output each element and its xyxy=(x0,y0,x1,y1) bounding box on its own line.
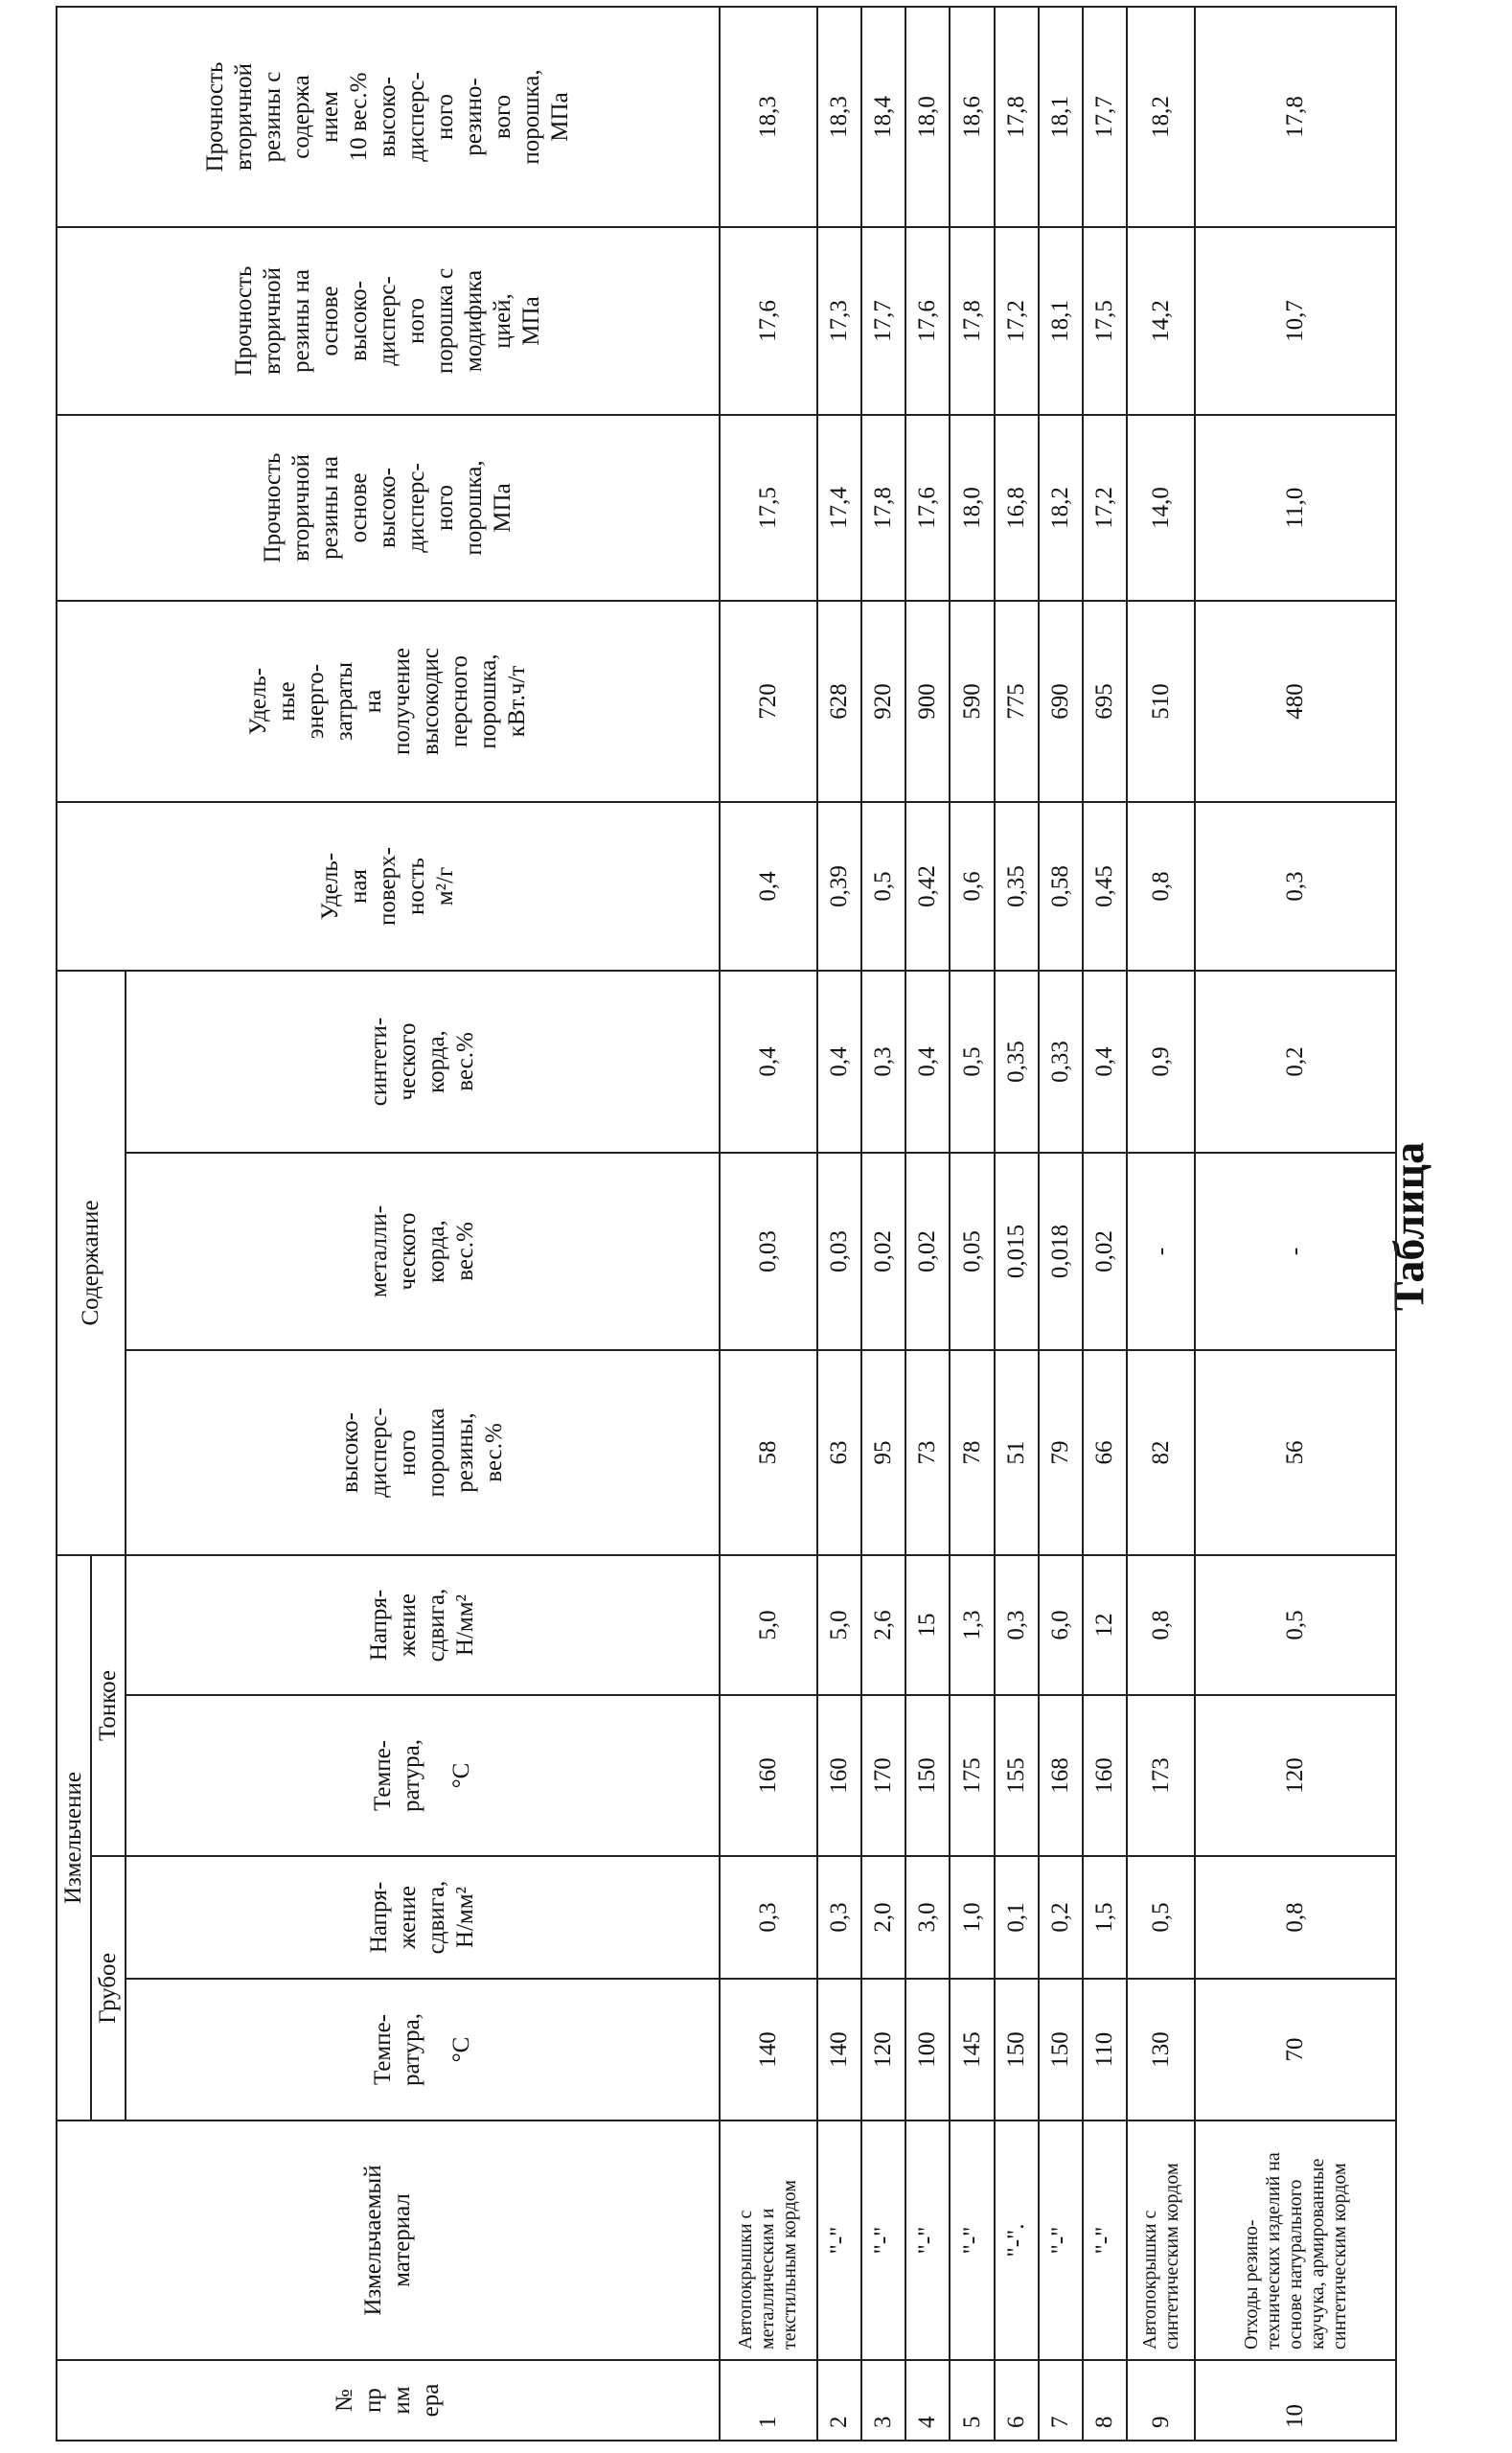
cell-strength-2: 17,5 xyxy=(1083,227,1127,415)
cell-strength-1: 17,4 xyxy=(817,415,861,601)
cell-synth-cord: 0,4 xyxy=(817,971,861,1153)
cell-fine-temp: 120 xyxy=(1195,1695,1396,1856)
cell-fine-temp: 168 xyxy=(1039,1695,1083,1856)
cell-energy: 628 xyxy=(817,601,861,802)
cell-strength-2: 18,1 xyxy=(1039,227,1083,415)
cell-synth-cord: 0,5 xyxy=(950,971,994,1153)
cell-fine-temp: 170 xyxy=(861,1695,905,1856)
cell-synth-cord: 0,3 xyxy=(861,971,905,1153)
table-row xyxy=(950,7,994,2441)
cell-fine-temp: 160 xyxy=(720,1695,817,1856)
cell-energy: 920 xyxy=(861,601,905,802)
cell-energy: 775 xyxy=(995,601,1039,802)
cell-metal-cord: 0,018 xyxy=(1039,1153,1083,1350)
cell-coarse-stress: 3,0 xyxy=(905,1856,950,1979)
header-row-1 xyxy=(57,7,91,2441)
cell-fine-stress: 1,3 xyxy=(950,1555,994,1695)
cell-powder: 66 xyxy=(1083,1350,1127,1555)
cell-coarse-temp: 150 xyxy=(1039,1979,1083,2121)
cell-material: "-". xyxy=(995,2121,1039,2360)
table-title: Таблица xyxy=(1384,1141,1433,1312)
cell-coarse-stress: 0,2 xyxy=(1039,1856,1083,1979)
cell-synth-cord: 0,33 xyxy=(1039,971,1083,1153)
table-row xyxy=(1039,7,1083,2441)
cell-synth-cord: 0,4 xyxy=(720,971,817,1153)
cell-energy: 510 xyxy=(1127,601,1195,802)
cell-coarse-stress: 1,0 xyxy=(950,1856,994,1979)
cell-strength-2: 10,7 xyxy=(1195,227,1396,415)
cell-num: 10 xyxy=(1195,2360,1396,2441)
cell-energy: 690 xyxy=(1039,601,1083,802)
cell-fine-temp: 160 xyxy=(817,1695,861,1856)
cell-surface: 0,35 xyxy=(995,802,1039,971)
cell-surface: 0,42 xyxy=(905,802,950,971)
cell-energy: 480 xyxy=(1195,601,1396,802)
cell-strength-2: 17,6 xyxy=(905,227,950,415)
cell-strength-1: 17,8 xyxy=(861,415,905,601)
cell-surface: 0,5 xyxy=(861,802,905,971)
cell-fine-stress: 2,6 xyxy=(861,1555,905,1695)
cell-energy: 695 xyxy=(1083,601,1127,802)
header-coarse: Грубое xyxy=(91,1856,126,2121)
cell-powder: 56 xyxy=(1195,1350,1396,1555)
cell-strength-1: 17,6 xyxy=(905,415,950,601)
cell-surface: 0,45 xyxy=(1083,802,1127,971)
cell-coarse-temp: 140 xyxy=(720,1979,817,2121)
header-energy: Удель- ные энерго- затраты на получение высокодис персного порошка, кВт.ч/т xyxy=(57,601,720,802)
header-strength-3: Прочность вторичной резины с содержа нием 10 вес.% высоко- дисперс- ного резино- вого порошка, МПа xyxy=(57,7,720,227)
cell-powder: 63 xyxy=(817,1350,861,1555)
cell-fine-stress: 0,8 xyxy=(1127,1555,1195,1695)
cell-synth-cord: 0,4 xyxy=(1083,971,1127,1153)
cell-metal-cord: 0,03 xyxy=(720,1153,817,1350)
cell-surface: 0,6 xyxy=(950,802,994,971)
cell-fine-stress: 15 xyxy=(905,1555,950,1695)
cell-surface: 0,58 xyxy=(1039,802,1083,971)
cell-powder: 58 xyxy=(720,1350,817,1555)
cell-powder: 79 xyxy=(1039,1350,1083,1555)
header-powder: высоко- дисперс- ного порошка резины, вес.% xyxy=(126,1350,720,1555)
cell-strength-2: 14,2 xyxy=(1127,227,1195,415)
cell-synth-cord: 0,4 xyxy=(905,971,950,1153)
cell-material: "-" xyxy=(861,2121,905,2360)
cell-material: "-" xyxy=(950,2121,994,2360)
cell-material: Отходы резино-технических изделий на основе натурального каучука, армированные синтетическим кордом xyxy=(1195,2121,1396,2360)
cell-strength-2: 17,6 xyxy=(720,227,817,415)
cell-material: Автопокрышки с металлическим и текстильным кордом xyxy=(720,2121,817,2360)
cell-strength-1: 17,2 xyxy=(1083,415,1127,601)
header-coarse-temp: Темпе- ратура, °С xyxy=(126,1979,720,2121)
cell-strength-3: 18,0 xyxy=(905,7,950,227)
cell-fine-stress: 0,5 xyxy=(1195,1555,1396,1695)
cell-metal-cord: 0,015 xyxy=(995,1153,1039,1350)
header-num: № пр им ера xyxy=(57,2360,720,2441)
cell-material: "-" xyxy=(1039,2121,1083,2360)
cell-strength-3: 18,1 xyxy=(1039,7,1083,227)
cell-strength-3: 17,8 xyxy=(1195,7,1396,227)
cell-strength-2: 17,8 xyxy=(950,227,994,415)
cell-material: "-" xyxy=(1083,2121,1127,2360)
header-material: Измельчаемый материал xyxy=(57,2121,720,2360)
table-row xyxy=(1127,7,1195,2441)
header-metal-cord: металли- ческого корда, вес.% xyxy=(126,1153,720,1350)
header-fine: Тонкое xyxy=(91,1555,126,1856)
cell-surface: 0,39 xyxy=(817,802,861,971)
cell-num: 4 xyxy=(905,2360,950,2441)
cell-strength-1: 18,2 xyxy=(1039,415,1083,601)
cell-coarse-temp: 150 xyxy=(995,1979,1039,2121)
cell-metal-cord: 0,02 xyxy=(861,1153,905,1350)
cell-strength-3: 17,8 xyxy=(995,7,1039,227)
cell-material: "-" xyxy=(905,2121,950,2360)
cell-synth-cord: 0,9 xyxy=(1127,971,1195,1153)
cell-powder: 82 xyxy=(1127,1350,1195,1555)
data-table xyxy=(56,6,1397,2442)
cell-num: 3 xyxy=(861,2360,905,2441)
cell-metal-cord: 0,02 xyxy=(905,1153,950,1350)
cell-metal-cord: 0,05 xyxy=(950,1153,994,1350)
cell-energy: 590 xyxy=(950,601,994,802)
cell-strength-1: 11,0 xyxy=(1195,415,1396,601)
cell-fine-stress: 0,3 xyxy=(995,1555,1039,1695)
cell-surface: 0,8 xyxy=(1127,802,1195,971)
header-surface: Удель- ная поверх- ность м²/г xyxy=(57,802,720,971)
cell-coarse-stress: 0,1 xyxy=(995,1856,1039,1979)
cell-fine-stress: 12 xyxy=(1083,1555,1127,1695)
cell-powder: 73 xyxy=(905,1350,950,1555)
cell-coarse-temp: 120 xyxy=(861,1979,905,2121)
cell-coarse-temp: 145 xyxy=(950,1979,994,2121)
cell-fine-temp: 175 xyxy=(950,1695,994,1856)
cell-metal-cord: - xyxy=(1127,1153,1195,1350)
cell-strength-3: 18,3 xyxy=(720,7,817,227)
cell-energy: 900 xyxy=(905,601,950,802)
table-row xyxy=(861,7,905,2441)
cell-powder: 51 xyxy=(995,1350,1039,1555)
cell-fine-stress: 5,0 xyxy=(720,1555,817,1695)
cell-fine-stress: 5,0 xyxy=(817,1555,861,1695)
cell-strength-2: 17,7 xyxy=(861,227,905,415)
cell-coarse-stress: 0,3 xyxy=(817,1856,861,1979)
header-fine-stress: Напря- жение сдвига, Н/мм² xyxy=(126,1555,720,1695)
cell-strength-2: 17,3 xyxy=(817,227,861,415)
cell-powder: 95 xyxy=(861,1350,905,1555)
header-synth-cord: синтети- ческого корда, вес.% xyxy=(126,971,720,1153)
cell-coarse-stress: 0,5 xyxy=(1127,1856,1195,1979)
cell-coarse-stress: 2,0 xyxy=(861,1856,905,1979)
cell-synth-cord: 0,2 xyxy=(1195,971,1396,1153)
cell-metal-cord: 0,02 xyxy=(1083,1153,1127,1350)
cell-num: 8 xyxy=(1083,2360,1127,2441)
cell-material: Автопокрышки с синтетическим кордом xyxy=(1127,2121,1195,2360)
cell-fine-temp: 155 xyxy=(995,1695,1039,1856)
cell-coarse-temp: 140 xyxy=(817,1979,861,2121)
cell-fine-stress: 6,0 xyxy=(1039,1555,1083,1695)
header-strength-2: Прочность вторичной резины на основе высоко- дисперс- ного порошка с модифика цией, МПа xyxy=(57,227,720,415)
cell-strength-3: 18,2 xyxy=(1127,7,1195,227)
cell-coarse-temp: 70 xyxy=(1195,1979,1396,2121)
cell-num: 1 xyxy=(720,2360,817,2441)
cell-metal-cord: - xyxy=(1195,1153,1396,1350)
header-grinding: Измельчение xyxy=(57,1555,91,2121)
header-content: Содержание xyxy=(57,971,126,1555)
cell-num: 2 xyxy=(817,2360,861,2441)
cell-fine-temp: 160 xyxy=(1083,1695,1127,1856)
cell-metal-cord: 0,03 xyxy=(817,1153,861,1350)
cell-energy: 720 xyxy=(720,601,817,802)
cell-coarse-temp: 100 xyxy=(905,1979,950,2121)
cell-powder: 78 xyxy=(950,1350,994,1555)
cell-num: 5 xyxy=(950,2360,994,2441)
cell-strength-3: 18,6 xyxy=(950,7,994,227)
cell-strength-1: 18,0 xyxy=(950,415,994,601)
cell-surface: 0,4 xyxy=(720,802,817,971)
cell-coarse-stress: 0,8 xyxy=(1195,1856,1396,1979)
table-row xyxy=(905,7,950,2441)
cell-surface: 0,3 xyxy=(1195,802,1396,971)
cell-material: "-" xyxy=(817,2121,861,2360)
cell-num: 9 xyxy=(1127,2360,1195,2441)
cell-coarse-stress: 0,3 xyxy=(720,1856,817,1979)
cell-num: 7 xyxy=(1039,2360,1083,2441)
cell-num: 6 xyxy=(995,2360,1039,2441)
cell-fine-temp: 150 xyxy=(905,1695,950,1856)
header-coarse-stress: Напря- жение сдвига, Н/мм² xyxy=(126,1856,720,1979)
cell-synth-cord: 0,35 xyxy=(995,971,1039,1153)
table-row xyxy=(720,7,817,2441)
header-strength-1: Прочность вторичной резины на основе высоко- дисперс- ного порошка, МПа xyxy=(57,415,720,601)
cell-fine-temp: 173 xyxy=(1127,1695,1195,1856)
cell-strength-3: 17,7 xyxy=(1083,7,1127,227)
cell-strength-1: 16,8 xyxy=(995,415,1039,601)
cell-coarse-temp: 110 xyxy=(1083,1979,1127,2121)
table-row xyxy=(1083,7,1127,2441)
cell-strength-1: 17,5 xyxy=(720,415,817,601)
cell-strength-1: 14,0 xyxy=(1127,415,1195,601)
header-fine-temp: Темпе- ратура, °С xyxy=(126,1695,720,1856)
cell-strength-3: 18,3 xyxy=(817,7,861,227)
rotated-table-container xyxy=(56,8,1397,2442)
cell-coarse-stress: 1,5 xyxy=(1083,1856,1127,1979)
table-row xyxy=(1195,7,1396,2441)
cell-strength-3: 18,4 xyxy=(861,7,905,227)
cell-coarse-temp: 130 xyxy=(1127,1979,1195,2121)
table-row xyxy=(817,7,861,2441)
table-row xyxy=(995,7,1039,2441)
cell-strength-2: 17,2 xyxy=(995,227,1039,415)
